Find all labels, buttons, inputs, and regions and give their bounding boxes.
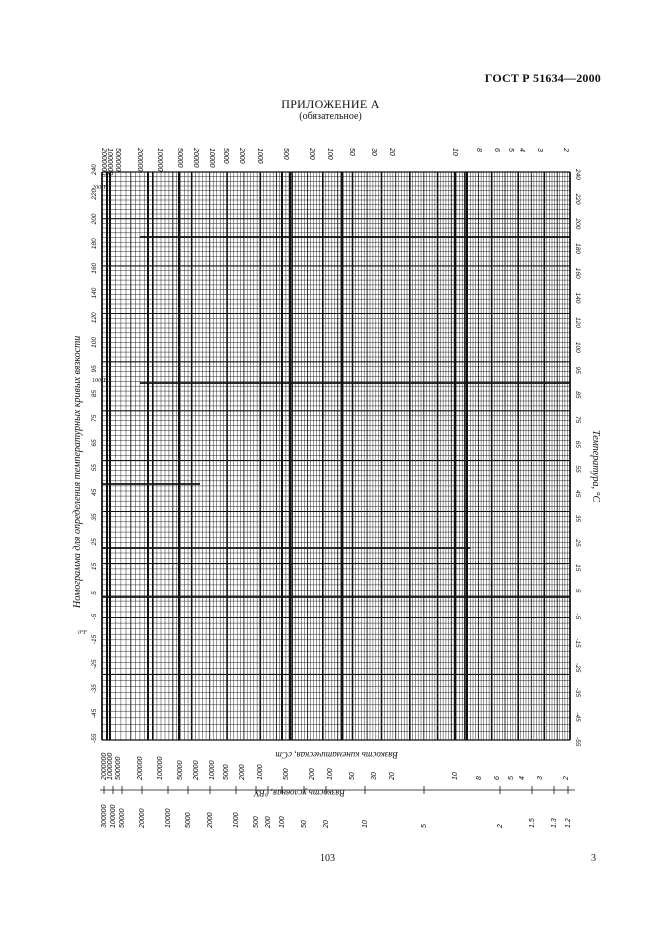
viscosity-tick-label-top: 6 [493,148,500,152]
temperature-tick-label-left: 15 [91,562,98,571]
viscosity-tick-label-bottom: 10000 [209,760,216,780]
conditional-tick-label: 50 [301,820,308,828]
viscosity-tick-label-bottom: 20 [389,772,396,780]
viscosity-tick-label-bottom: 1000000 [107,752,114,780]
temperature-tick-label-left: 65 [91,439,98,447]
temperature-tick-label-right: 45 [574,490,581,498]
temperature-tick-label-right: 55 [574,465,581,473]
temperature-tick-label-right: 140 [574,292,581,304]
viscosity-tick-label-bottom: 100 [327,768,334,780]
conditional-viscosity-axis-title: Вязкость условная, °ВУ [254,788,345,798]
temperature-tick-label-right: 25 [574,539,581,547]
temperature-tick-label-right: 120 [574,317,581,329]
conditional-tick-label: 1.5 [529,818,536,828]
conditional-tick-label: 1.2 [565,818,572,828]
temperature-tick-label-right: 95 [574,366,581,374]
temperature-tick-label-left: 35 [91,513,98,521]
page-number: 103 [320,853,335,864]
temperature-tick-label-left: 240 [91,164,98,175]
viscosity-tick-label-bottom: 3 [537,776,544,780]
viscosity-tick-label-top: 2000 [238,148,245,164]
temperature-tick-label-right: -45 [574,712,581,722]
temperature-tick-label-left: 95 [91,365,98,373]
temperature-tick-label-left: 5 [91,591,98,595]
standard-code: ГОСТ Р 51634—2000 [484,71,601,85]
conditional-tick-label: 20000 [139,808,146,828]
viscosity-tick-label-top: 1000000 [106,148,113,176]
temperature-tick-label-right: -55 [574,737,581,747]
temperature-tick-label-right: -25 [574,662,581,673]
temperature-tick-label-left: 140 [91,287,98,299]
temperature-tick-label-left: 160 [91,262,98,274]
temperature-tick-label-left: -5 [91,613,98,620]
viscosity-tick-label-bottom: 30 [371,772,378,780]
temperature-tick-label-left: -55 [91,733,98,743]
temperature-tick-label-right: 35 [574,514,581,522]
viscosity-tick-label-bottom: 200000 [137,756,144,780]
viscosity-tick-label-bottom: 1000 [257,764,264,780]
conditional-tick-label: 20 [323,820,330,828]
conditional-tick-label: 5000 [185,812,192,828]
nomogram-left-title: Номограмма для определения температурных кривых вязкости [72,335,83,608]
viscosity-tick-label-top: 500000 [114,148,121,172]
viscosity-tick-label-top: 8 [475,148,482,152]
temperature-tick-label-right: 220 [574,193,581,205]
viscosity-tick-label-top: 200 [308,148,315,160]
conditional-tick-label: 500 [253,816,260,828]
viscosity-tick-label-top: 10000 [208,148,215,168]
conditional-tick-label: 1000 [233,812,240,828]
temperature-tick-label-left: -45 [91,708,98,719]
viscosity-tick-label-bottom: 20000 [193,760,200,780]
viscosity-tick-label-bottom: 50 [349,772,356,780]
viscosity-tick-label-bottom: 6 [494,776,501,780]
viscosity-tick-label-top: 3 [536,148,543,152]
viscosity-tick-label-top: 4 [518,148,525,152]
temperature-tick-label-right: 15 [574,564,581,572]
conditional-tick-label: 10000 [165,808,172,828]
temperature-tick-label-left: 220 [91,188,98,200]
viscosity-tick-label-bottom: 2000 [239,764,246,780]
temperature-tick-label-left: -15 [91,634,98,645]
conditional-tick-label: 100000 [110,804,117,828]
temperature-tick-label-right: 85 [574,391,581,399]
conditional-tick-label: 5 [421,824,428,828]
temperature-tick-label-left: 25 [91,538,98,546]
conditional-tick-label: 10 [362,820,369,828]
temperature-tick-label-left: -25 [91,659,98,669]
viscosity-tick-label-bottom: 500000 [115,756,122,780]
viscosity-tick-label-bottom: 10 [452,772,459,780]
temperature-tick-label-right: 100 [574,341,581,353]
temperature-tick-label-left: 55 [91,464,98,472]
temperature-tick-label-right: 240 [574,169,581,180]
viscosity-tick-label-top: 2 [562,148,569,152]
temperature-tick-label-right: -35 [574,687,581,698]
viscosity-tick-label-bottom: 100000 [157,756,164,780]
conditional-tick-label: 300000 [101,804,108,828]
conditional-tick-label: 2 [497,824,504,828]
conditional-tick-label: 50000 [119,808,126,828]
conditional-tick-label: 1.3 [551,818,558,828]
viscosity-tick-label-top: 50000 [176,148,183,168]
viscosity-tick-label-top: 10 [451,148,458,156]
viscosity-tick-label-top: 5000 [222,148,229,164]
viscosity-tick-label-top: 20 [388,148,395,156]
temperature-tick-label-left: 85 [91,390,98,398]
appendix-note: (обязательное) [299,111,362,122]
temperature-tick-label-right: 75 [574,415,581,424]
viscosity-tick-label-bottom: 2 [563,776,570,780]
conditional-tick-label: 100 [279,816,286,828]
viscosity-tick-label-bottom: 4 [519,776,526,780]
degree-mark-0: 0°F [78,630,88,636]
temperature-tick-label-right: -15 [574,638,581,648]
appendix-title: ПРИЛОЖЕНИЕ А [281,97,380,111]
temperature-tick-label-left: 200 [91,213,98,225]
temperature-tick-label-left: 45 [91,488,98,497]
temperature-tick-label-left: 180 [91,238,98,250]
viscosity-axis-title: Вязкость кинематическая, сСт [275,750,398,760]
temperature-tick-label-right: 160 [574,267,581,279]
temperature-tick-label-right: 65 [574,440,581,448]
degree-mark-200: 200°F [92,185,108,191]
temperature-tick-label-right: 5 [574,588,581,593]
viscosity-tick-label-top: 1000 [256,148,263,164]
temperature-tick-label-left: 120 [91,312,98,324]
degree-mark-100: 100°F [92,378,108,384]
viscosity-tick-label-bottom: 200 [309,768,316,780]
viscosity-tick-label-bottom: 2000000 [101,752,108,780]
viscosity-tick-label-bottom: 500 [283,768,290,780]
viscosity-tick-label-top: 200000 [136,148,143,172]
viscosity-tick-label-top: 50 [348,148,355,156]
viscosity-tick-label-bottom: 5 [508,776,515,780]
viscosity-tick-label-top: 100 [326,148,333,160]
temperature-tick-label-left: 75 [91,414,98,422]
temperature-axis-title: Температура, °С [590,430,601,503]
temperature-tick-label-right: 200 [574,218,581,230]
viscosity-tick-label-top: 100000 [156,148,163,172]
temperature-tick-label-right: 180 [574,243,581,254]
conditional-tick-label: 2000 [207,812,214,828]
viscosity-tick-label-top: 5 [507,148,514,152]
viscosity-tick-label-top: 30 [370,148,377,156]
viscosity-tick-label-bottom: 50000 [177,760,184,780]
viscosity-tick-label-top: 2000000 [100,148,107,176]
conditional-tick-label: 200 [265,816,272,828]
viscosity-tick-label-bottom: 5000 [223,764,230,780]
temperature-tick-label-right: -5 [574,613,581,620]
temperature-tick-label-left: -35 [91,684,98,694]
viscosity-tick-label-top: 500 [282,148,289,160]
viscosity-tick-label-bottom: 8 [476,776,483,780]
sheet-number: 3 [591,853,596,864]
viscosity-tick-label-top: 20000 [192,148,199,168]
temperature-tick-label-left: 100 [91,337,98,348]
